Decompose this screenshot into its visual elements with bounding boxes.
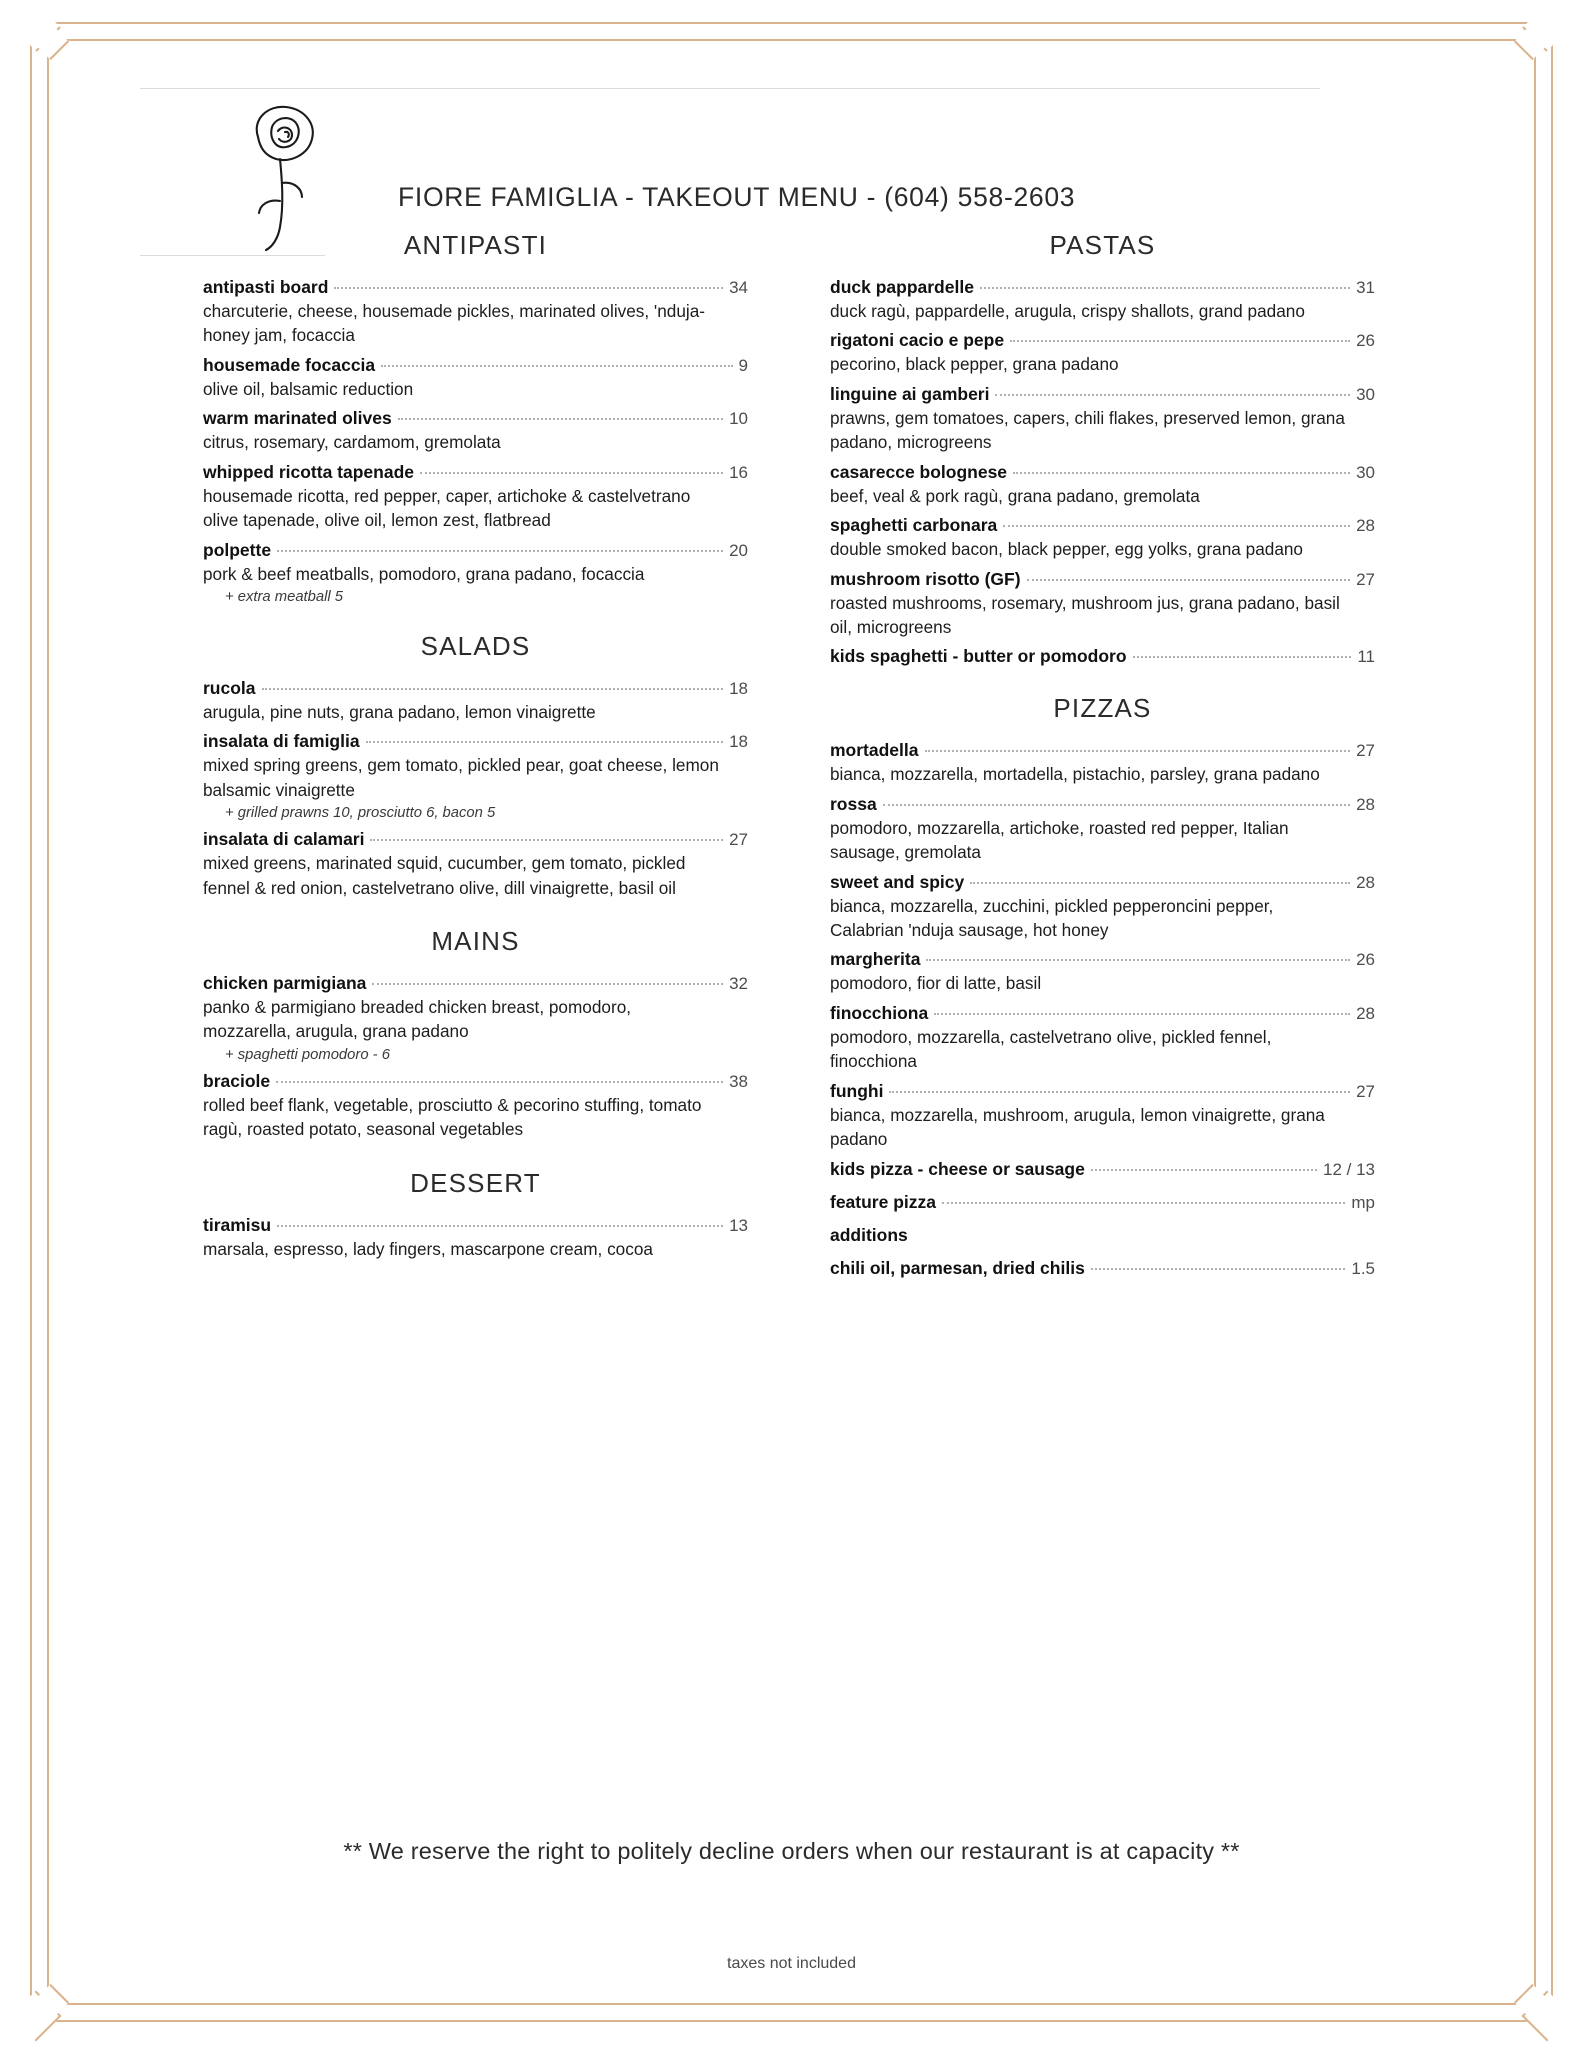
item-name: insalata di calamari — [203, 829, 365, 850]
item-price: 9 — [738, 355, 748, 375]
item-name: duck pappardelle — [830, 277, 974, 297]
section-heading-salads: SALADS — [420, 630, 531, 661]
leader-dots — [366, 741, 724, 743]
leader-dots — [995, 394, 1350, 396]
capacity-notice: ** We reserve the right to politely decline orders when our restaurant is at capacity ** — [343, 1838, 1240, 1864]
item-description: prawns, gem tomatoes, capers, chili flakes, preserved lemon, grana padano, microgreens — [830, 407, 1345, 453]
menu-item[interactable] — [203, 731, 748, 821]
menu-item[interactable] — [830, 1003, 1375, 1074]
item-price: 34 — [729, 278, 748, 297]
tax-notice: taxes not included — [727, 1955, 856, 1972]
item-price: 30 — [1356, 384, 1375, 404]
item-name: rossa — [830, 793, 877, 814]
item-description: arugula, pine nuts, grana padano, lemon vinaigrette — [203, 701, 596, 722]
leader-dots — [1003, 525, 1350, 527]
item-name: kids pizza - cheese or sausage — [830, 1158, 1085, 1179]
item-price: 27 — [1356, 741, 1375, 761]
item-name: chicken parmigiana — [203, 973, 367, 994]
section-heading-dessert: DESSERT — [410, 1167, 541, 1198]
menu-item[interactable] — [830, 330, 1375, 376]
item-price: 28 — [1356, 516, 1375, 536]
item-price: 27 — [1356, 1081, 1375, 1101]
leader-dots — [398, 418, 723, 420]
header-divider — [140, 88, 1320, 89]
leader-dots — [370, 839, 723, 841]
leader-dots — [381, 365, 732, 367]
item-price: 1.5 — [1351, 1258, 1375, 1278]
item-name: linguine ai gamberi — [830, 383, 990, 404]
leader-dots — [942, 1202, 1345, 1204]
item-name: mushroom risotto (GF) — [830, 568, 1021, 589]
section-heading-antipasti: ANTIPASTI — [403, 230, 548, 260]
menu-item[interactable] — [203, 277, 748, 348]
item-addon: + extra meatball 5 — [225, 588, 344, 605]
item-name: spaghetti carbonara — [830, 515, 998, 536]
item-description: citrus, rosemary, cardamom, gremolata — [203, 432, 501, 453]
leader-dots — [277, 1225, 723, 1227]
item-price: mp — [1351, 1192, 1375, 1212]
item-price: 26 — [1356, 950, 1375, 970]
item-description: bianca, mozzarella, mushroom, arugula, lemon vinaigrette, grana padano — [830, 1104, 1325, 1150]
menu-item[interactable] — [830, 384, 1375, 455]
item-description: pomodoro, mozzarella, castelvetrano olive, pickled fennel, finocchiona — [830, 1026, 1272, 1072]
menu-item[interactable] — [203, 973, 748, 1063]
section-heading-pizzas: PIZZAS — [1053, 693, 1152, 724]
item-addon: + grilled prawns 10, prosciutto 6, bacon 5 — [225, 805, 496, 822]
menu-item[interactable] — [203, 408, 748, 454]
item-price: 38 — [729, 1071, 748, 1091]
item-name: margherita — [830, 949, 921, 970]
item-description: roasted mushrooms, rosemary, mushroom jus, grana padano, basil oil, microgreens — [830, 592, 1340, 637]
item-name: finocchiona — [830, 1002, 929, 1023]
item-description: beef, veal & pork ragù, grana padano, gremolata — [830, 485, 1200, 506]
left-column — [203, 230, 748, 1268]
leader-dots — [970, 882, 1350, 884]
item-price: 27 — [1356, 569, 1375, 589]
item-name: funghi — [830, 1080, 884, 1101]
item-description: rolled beef flank, vegetable, prosciutto & pecorino stuffing, tomato ragù, roasted potato, seasonal vegetables — [203, 1094, 702, 1140]
item-description: pork & beef meatballs, pomodoro, grana padano, focaccia — [203, 563, 645, 584]
item-price: 16 — [729, 462, 748, 482]
menu-item[interactable] — [830, 569, 1375, 640]
item-name: insalata di famiglia — [203, 731, 360, 752]
menu-item[interactable] — [830, 646, 1375, 667]
leader-dots — [1091, 1169, 1317, 1171]
item-name: mortadella — [830, 740, 919, 761]
leader-dots — [889, 1091, 1350, 1093]
menu-item[interactable] — [203, 1071, 748, 1142]
item-name: braciole — [203, 1070, 271, 1091]
item-description: pomodoro, fior di latte, basil — [830, 973, 1042, 994]
item-name: sweet and spicy — [830, 871, 965, 892]
leader-dots — [372, 983, 723, 985]
leader-dots — [1013, 472, 1350, 474]
item-price: 32 — [729, 974, 748, 994]
item-description: housemade ricotta, red pepper, caper, artichoke & castelvetrano olive tapenade, olive oil, lemon zest, flatbread — [203, 485, 691, 531]
item-description: double smoked bacon, black pepper, egg yolks, grana padano — [830, 539, 1303, 560]
menu-item[interactable] — [830, 515, 1375, 561]
leader-dots — [883, 804, 1350, 806]
section-heading-mains: MAINS — [431, 926, 520, 957]
item-price: 18 — [729, 678, 748, 698]
leader-dots — [925, 750, 1351, 752]
leader-dots — [420, 472, 723, 474]
item-name: rigatoni cacio e pepe — [830, 330, 1005, 351]
item-description: panko & parmigiano breaded chicken breast, pomodoro, mozzarella, arugula, grana padano — [203, 997, 632, 1042]
item-name: warm marinated olives — [203, 408, 392, 429]
menu-item[interactable] — [203, 1215, 748, 1261]
menu-item[interactable] — [830, 1159, 1375, 1180]
item-price: 20 — [729, 540, 748, 560]
menu-item[interactable] — [830, 1192, 1375, 1213]
item-description: mixed spring greens, gem tomato, pickled pear, goat cheese, lemon balsamic vinaigrette — [203, 755, 719, 800]
item-price: 31 — [1356, 278, 1375, 297]
item-description: pomodoro, mozzarella, artichoke, roasted red pepper, Italian sausage, gremolata — [830, 817, 1289, 863]
item-description: marsala, espresso, lady fingers, mascarpone cream, cocoa — [203, 1238, 653, 1259]
item-description: mixed greens, marinated squid, cucumber, gem tomato, pickled fennel & red onion, castelvetrano olive, dill vinaigrette, basil oil — [203, 853, 686, 898]
page-title: FIORE FAMIGLIA - TAKEOUT MENU - (604) 558-2603 — [398, 182, 1076, 212]
right-column — [830, 230, 1375, 1291]
section-heading-additions — [830, 1225, 1375, 1246]
menu-item[interactable] — [830, 740, 1375, 786]
menu-item[interactable] — [203, 355, 748, 401]
item-name: chili oil, parmesan, dried chilis — [830, 1257, 1085, 1278]
poppy-flower-icon — [228, 97, 348, 252]
item-description: pecorino, black pepper, grana padano — [830, 354, 1119, 375]
item-price: 12 / 13 — [1323, 1159, 1375, 1179]
item-name: antipasti board — [203, 277, 329, 297]
item-name: casarecce bolognese — [830, 461, 1008, 482]
item-price: 13 — [729, 1215, 748, 1235]
menu-item[interactable] — [830, 949, 1375, 995]
leader-dots — [277, 550, 723, 552]
leader-dots — [980, 287, 1350, 289]
leader-dots — [262, 688, 724, 690]
item-price: 11 — [1357, 647, 1375, 667]
leader-dots — [334, 287, 723, 289]
item-name: polpette — [203, 539, 272, 560]
item-name: feature pizza — [830, 1191, 936, 1212]
section-heading-pastas: PASTAS — [1049, 230, 1156, 260]
item-name: housemade focaccia — [203, 354, 376, 375]
item-description: bianca, mozzarella, zucchini, pickled pepperoncini pepper, Calabrian 'nduja sausage, hot honey — [830, 895, 1274, 941]
leader-dots — [1091, 1268, 1346, 1270]
item-description: olive oil, balsamic reduction — [203, 378, 414, 399]
item-price: 28 — [1356, 1003, 1375, 1023]
item-price: 30 — [1356, 462, 1375, 482]
item-price: 10 — [729, 409, 748, 429]
menu-item[interactable] — [830, 1258, 1375, 1279]
item-addon: + spaghetti pomodoro - 6 — [225, 1046, 390, 1063]
item-price: 18 — [729, 732, 748, 752]
menu-item[interactable] — [203, 540, 748, 605]
menu-header — [140, 75, 1450, 255]
item-name: rucola — [203, 677, 256, 698]
menu-item[interactable] — [203, 829, 748, 900]
menu-item[interactable] — [830, 462, 1375, 508]
leader-dots — [276, 1081, 723, 1083]
item-description: charcuterie, cheese, housemade pickles, marinated olives, 'nduja-honey jam, focaccia — [203, 301, 705, 346]
menu-item[interactable] — [203, 462, 748, 533]
menu-item[interactable] — [830, 794, 1375, 865]
item-description: bianca, mozzarella, mortadella, pistachio, parsley, grana padano — [830, 764, 1320, 785]
menu-item[interactable] — [203, 678, 748, 724]
item-price: 26 — [1356, 331, 1375, 351]
leader-dots — [934, 1013, 1350, 1015]
item-name: tiramisu — [203, 1214, 272, 1235]
item-price: 27 — [729, 830, 748, 850]
menu-item[interactable] — [830, 872, 1375, 943]
item-name: whipped ricotta tapenade — [203, 461, 414, 482]
leader-dots — [1027, 579, 1351, 581]
menu-item[interactable] — [830, 1081, 1375, 1152]
item-name: kids spaghetti - butter or pomodoro — [830, 646, 1127, 667]
menu-item[interactable] — [830, 277, 1375, 323]
item-price: 28 — [1356, 872, 1375, 892]
item-description: duck ragù, pappardelle, arugula, crispy shallots, grand padano — [830, 301, 1305, 321]
additions-label: additions — [830, 1224, 908, 1245]
leader-dots — [926, 959, 1350, 961]
leader-dots — [1133, 656, 1352, 658]
item-price: 28 — [1356, 794, 1375, 814]
leader-dots — [1010, 340, 1350, 342]
